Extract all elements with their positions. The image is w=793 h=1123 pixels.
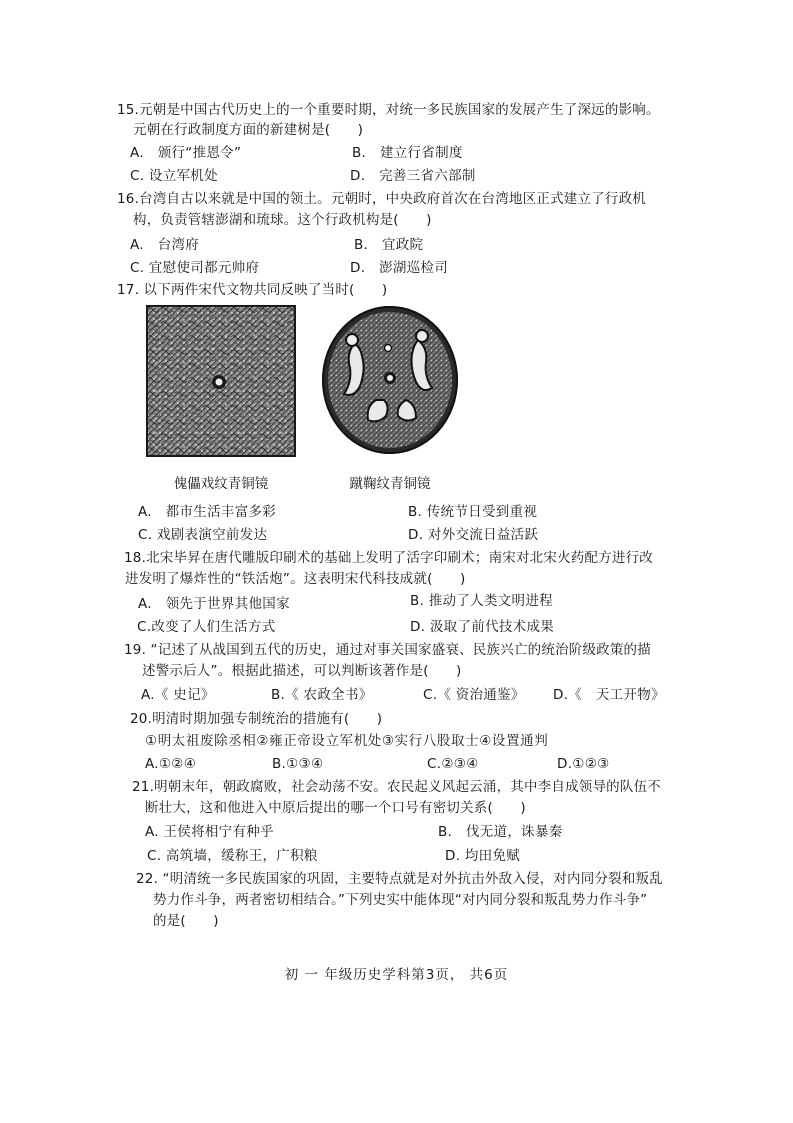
- q16-option-a: A. 台湾府: [130, 237, 200, 253]
- q17-option-d: D. 对外交流日益活跃: [408, 527, 539, 543]
- q18-stem-line1: 18.北宋毕昇在唐代雕版印刷术的基础上发明了活字印刷术；南宋对北宋火药配方进行改: [124, 550, 653, 566]
- q15-option-a: A. 颁行“推恩令”: [130, 145, 242, 161]
- q18-option-c: C.改变了人们生活方式: [137, 619, 276, 635]
- q17-option-c: C. 戏剧表演空前发达: [138, 527, 268, 543]
- q19-stem-line2: 述警示后人”。根据此描述，可以判断该著作是( ): [142, 663, 462, 679]
- q17-caption-left: 傀儡戏纹青铜镜: [173, 476, 269, 492]
- q15-option-b: B. 建立行省制度: [352, 145, 463, 161]
- q16-option-d: D. 澎湖巡检司: [350, 260, 449, 276]
- square-mirror-drawing: [146, 305, 296, 457]
- q19-option-b: B.《 农政全书》: [271, 687, 373, 703]
- q20-option-a: A.①②④: [145, 756, 197, 772]
- q21-stem-line2: 断壮大，这和他进入中原后提出的哪一个口号有密切关系( ): [145, 800, 526, 816]
- page-footer: 初 一 年级历史学科第3页， 共6页: [284, 967, 509, 983]
- q18-option-a: A. 领先于世界其他国家: [138, 596, 290, 612]
- q17-caption-right: 蹴鞠纹青铜镜: [349, 476, 431, 492]
- q18-option-d: D. 汲取了前代技术成果: [410, 619, 555, 635]
- q15-option-d: D. 完善三省六部制: [350, 168, 476, 184]
- q15-option-c: C. 设立军机处: [130, 168, 218, 184]
- q20-statements: ①明太祖废除丞相②雍正帝设立军机处③实行八股取士④设置通判: [145, 733, 549, 749]
- q20-option-b: B.①③④: [272, 756, 324, 772]
- q22-stem-line3: 的是( ): [153, 913, 219, 929]
- q20-option-c: C.②③④: [427, 756, 479, 772]
- q15-stem-line2: 元朝在行政制度方面的新建树是( ): [133, 122, 364, 138]
- q15-stem-line1: 15.元朝是中国古代历史上的一个重要时期，对统一多民族国家的发展产生了深远的影响。: [117, 102, 660, 118]
- q20-option-d: D.①②③: [557, 756, 610, 772]
- q21-option-c: C. 高筑墙，缓称王，广积粮: [147, 848, 318, 864]
- round-bronze-mirror-image: [320, 304, 460, 456]
- q19-stem-line1: 19. “记述了从战国到五代的历史，通过对事关国家盛衰、民族兴亡的统治阶级政策的描: [124, 642, 651, 658]
- q16-stem-line2: 构，负责管辖澎湖和琉球。这个行政机构是( ): [133, 212, 432, 228]
- q22-stem-line1: 22. “明清统一多民族国家的巩固，主要特点就是对外抗击外敌入侵，对内同分裂和叛乱: [136, 871, 663, 887]
- q21-option-a: A. 王侯将相宁有种乎: [145, 824, 274, 840]
- q20-stem: 20.明清时期加强专制统治的措施有( ): [130, 711, 383, 727]
- q17-option-a: A. 都市生活丰富多彩: [138, 504, 277, 520]
- q18-option-b: B. 推动了人类文明进程: [410, 593, 553, 609]
- q17-stem: 17. 以下两件宋代文物共同反映了当时( ): [117, 282, 388, 298]
- q16-option-b: B. 宜政院: [354, 237, 424, 253]
- q22-stem-line2: 势力作斗争，两者密切相结合。”下列史实中能体现“对内同分裂和叛乱势力作斗争”: [153, 892, 648, 908]
- q19-option-d: D.《 天工开物》: [553, 687, 665, 703]
- q19-option-c: C.《 资治通鉴》: [423, 687, 525, 703]
- round-mirror-drawing: [320, 304, 460, 456]
- q16-option-c: C. 宜慰使司都元帅府: [130, 260, 260, 276]
- square-bronze-mirror-image: [146, 305, 296, 457]
- q18-stem-line2: 进发明了爆炸性的“铁活炮”。这表明宋代科技成就( ): [125, 571, 466, 587]
- q21-option-d: D. 均田免赋: [445, 848, 521, 864]
- q19-option-a: A.《 史记》: [141, 687, 215, 703]
- q16-stem-line1: 16.台湾自古以来就是中国的领土。元朝时，中央政府首次在台湾地区正式建立了行政机: [117, 191, 646, 207]
- q21-stem-line1: 21.明朝末年，朝政腐败，社会动荡不安。农民起义风起云涌，其中李自成领导的队伍不: [132, 779, 661, 795]
- q17-option-b: B. 传统节日受到重视: [408, 504, 538, 520]
- q21-option-b: B. 伐无道，诛暴秦: [438, 824, 563, 840]
